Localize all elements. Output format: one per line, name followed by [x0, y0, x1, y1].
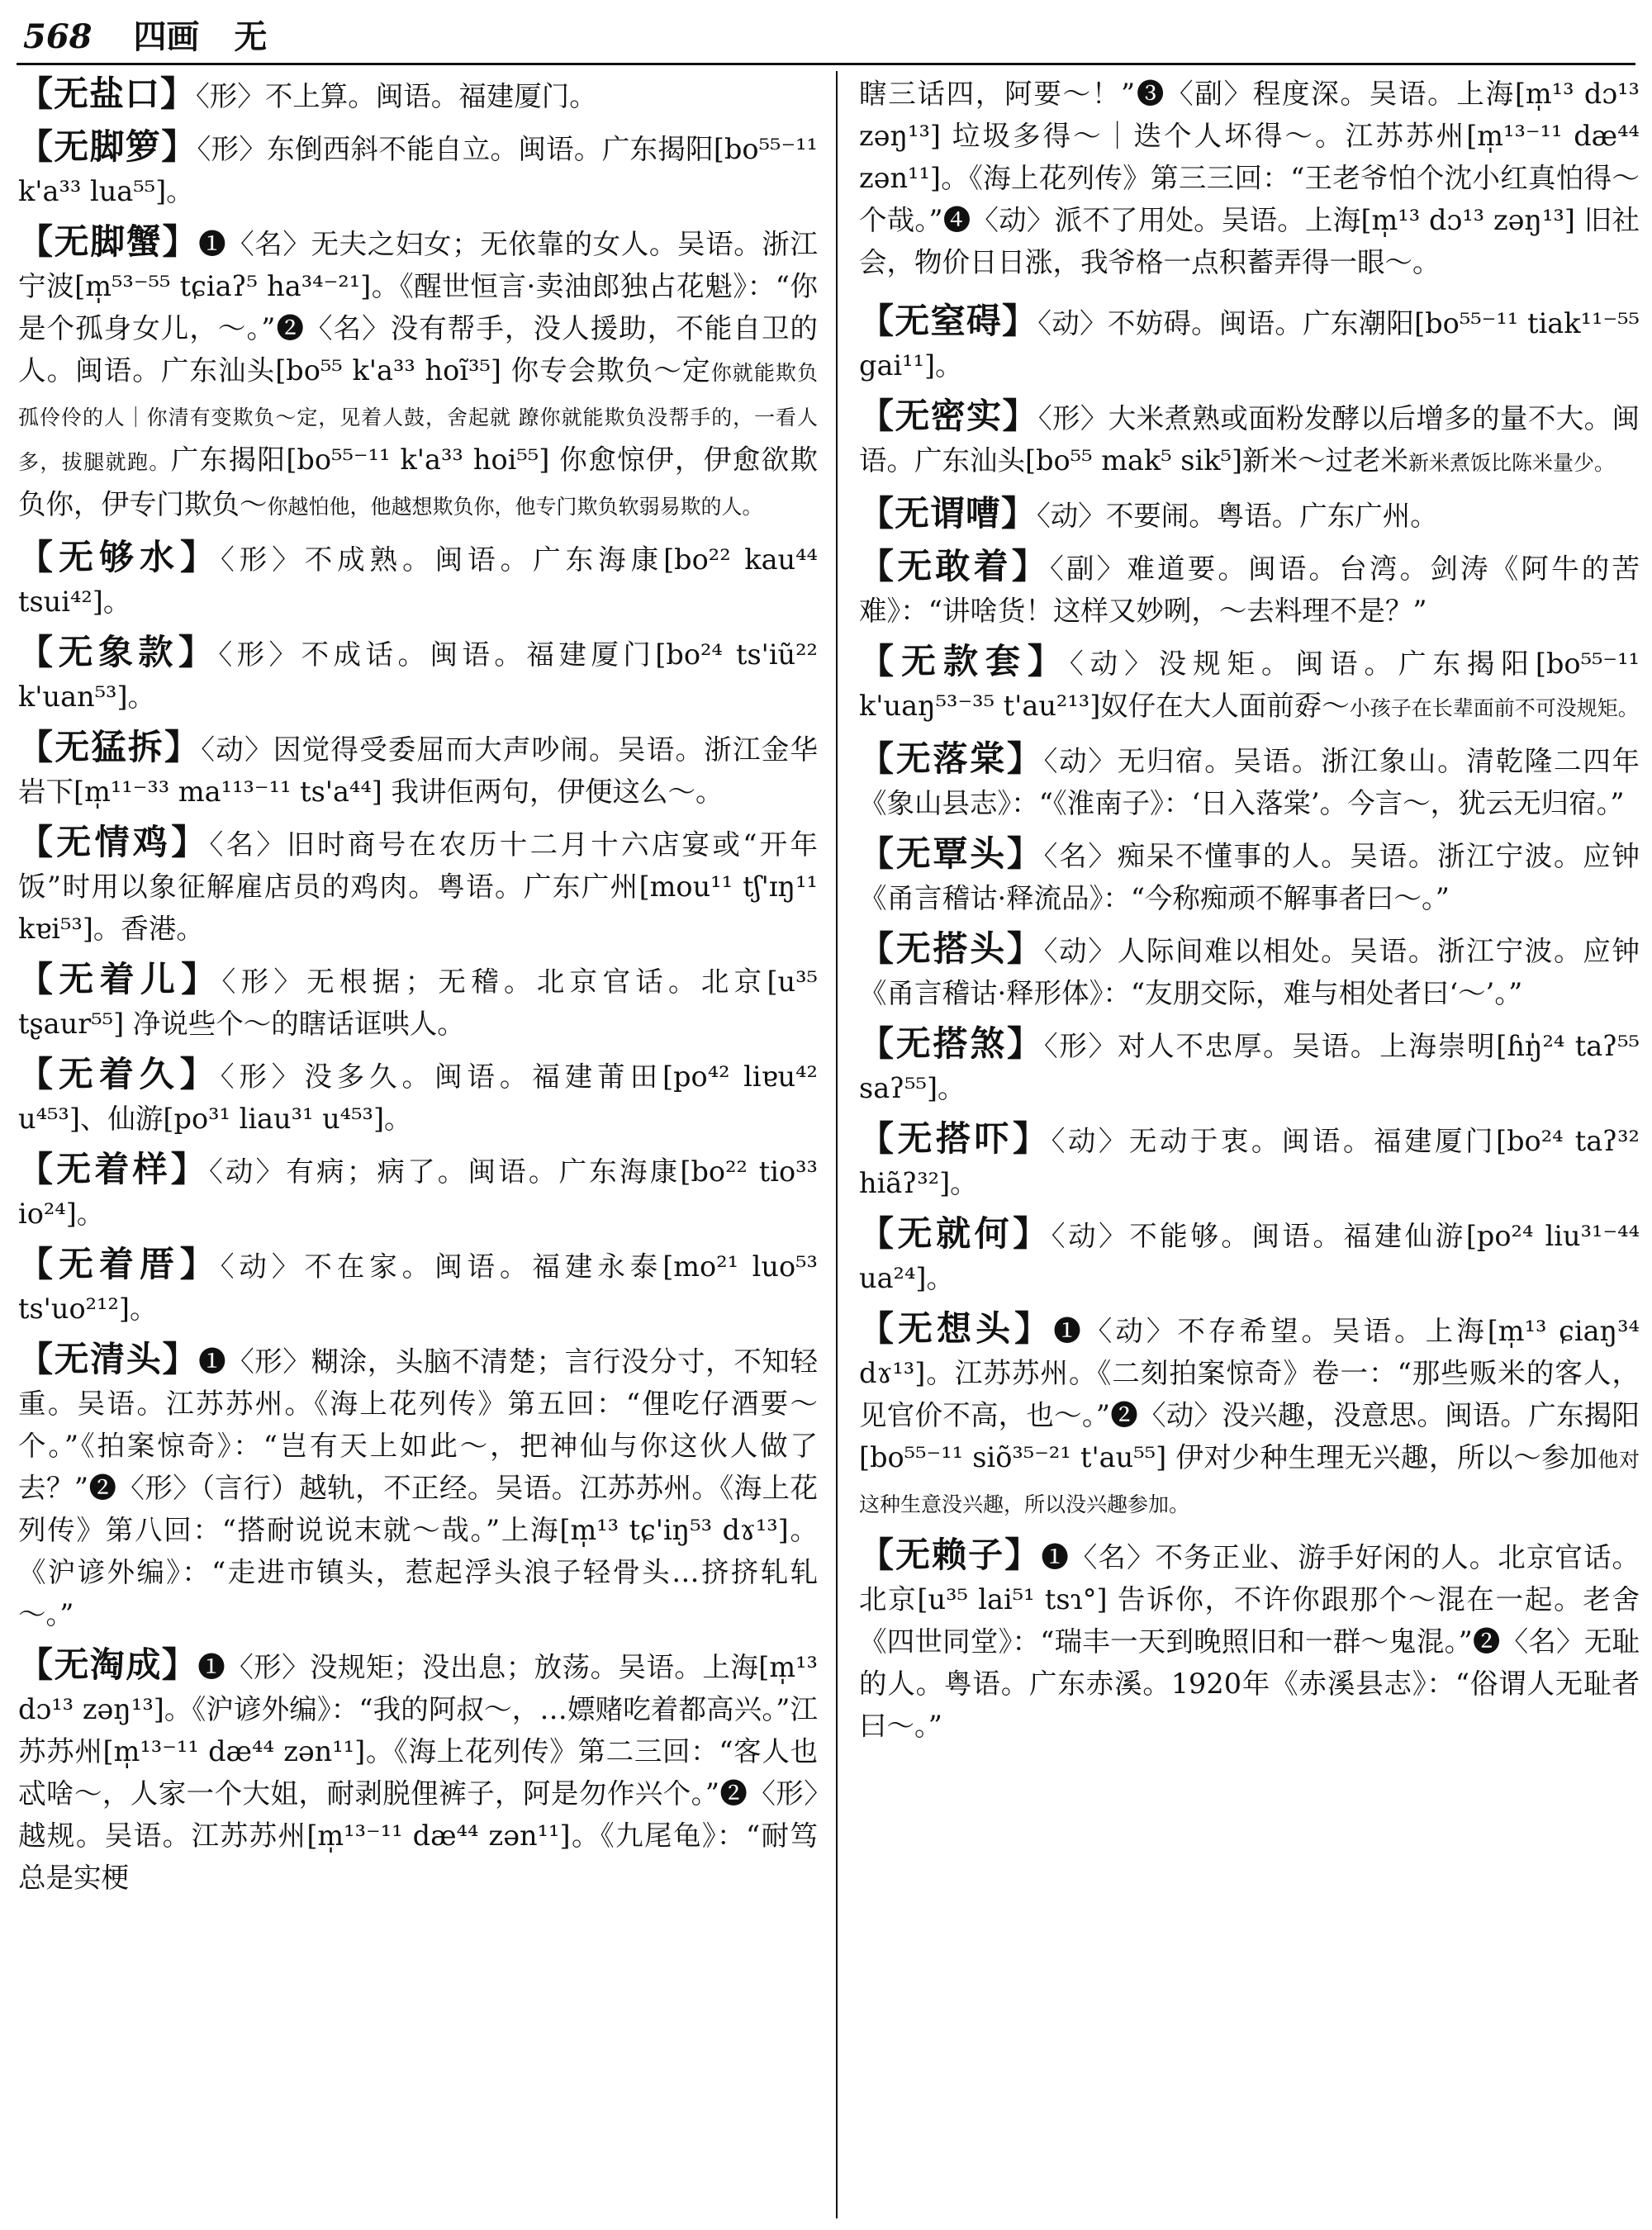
dictionary-entry	[859, 640, 1640, 729]
entry-definition: ❶〈动〉不存希望。吴语。上海[m̩¹³ ɕiaŋ³⁴ dɤ¹³]。江苏苏州。《二刻拍案惊奇》卷一：“那些贩米的客人，见官价不高，也～。”❷〈动〉没兴趣，没意思。闽语。广东揭阳[bo⁵⁵⁻¹¹ siõ³⁵⁻²¹ t'au⁵⁵] 伊对少种生理无兴趣，所以～参加	[859, 1315, 1640, 1473]
entry-definition: 〈形〉不成话。闽语。福建厦门[bo²⁴ ts'iũ²² k'uan⁵³]。	[18, 638, 818, 713]
dictionary-entry	[859, 1534, 1640, 1747]
dictionary-entry	[18, 126, 818, 212]
dictionary-entry	[859, 395, 1640, 484]
dictionary-entry	[859, 738, 1640, 824]
header-character: 无	[234, 17, 268, 56]
entry-definition: 〈动〉不妨碍。闽语。广东潮阳[bo⁵⁵⁻¹¹ tiak¹¹⁻⁵⁵ gai¹¹]。	[859, 307, 1640, 382]
entry-gloss: 新米煮饭比陈米量少。	[1408, 451, 1616, 475]
dictionary-entry	[18, 221, 818, 528]
entry-definition: ❶〈名〉不务正业、游手好闲的人。北京官话。北京[u³⁵ lai⁵¹ tsɿ°] 告诉你，不许你跟那个～混在一起。老舍《四世同堂》：“瑞丰一天到晚照旧和一群～鬼混。”❷〈名〉无耻的人。粤语。广东赤溪。1920年《赤溪县志》：“俗谓人无耻者曰～。”	[859, 1541, 1640, 1742]
entry-gloss: 他对这种生意没兴趣，所以没兴趣参加。	[859, 1448, 1640, 1516]
entry-definition: 〈副〉难道要。闽语。台湾。剑涛《阿牛的苦难》：“讲啥货！这样又妙咧，～去料理不是？”	[859, 553, 1640, 627]
entry-definition: 〈动〉因觉得受委屈而大声吵闹。吴语。浙江金华岩下[m̩¹¹⁻³³ ma¹¹³⁻¹¹ ts'a⁴⁴] 我讲佢两句，伊便这么～。	[18, 733, 818, 808]
entry-definition: 〈形〉东倒西斜不能自立。闽语。广东揭阳[bo⁵⁵⁻¹¹ k'a³³ lua⁵⁵]。	[18, 133, 818, 207]
entry-headword: 【无情鸡】	[18, 822, 210, 862]
entry-definition: 〈名〉痴呆不懂事的人。吴语。浙江宁波。应钟《甬言稽诂·释流品》：“今称痴顽不解事者曰～。”	[859, 840, 1640, 914]
dictionary-entry	[18, 536, 818, 623]
entry-headword: 【无脚箩】	[18, 126, 197, 167]
dictionary-entry	[859, 1307, 1640, 1525]
entry-definition: 〈形〉大米煮熟或面粉发酵以后增多的量不大。闽语。广东汕头[bo⁵⁵ mak⁵ sik⁵]新米～过老米	[859, 402, 1640, 477]
entry-headword: 【无落棠】	[859, 738, 1044, 779]
entry-headword: 【无赖子】	[859, 1535, 1042, 1575]
entry-headword: 【无象款】	[18, 632, 219, 672]
entry-headword: 【无就何】	[859, 1213, 1051, 1254]
entry-gloss: 小孩子在长辈面前不可没规矩。	[1349, 696, 1639, 720]
entry-definition: ❶〈名〉无夫之妇女；无依靠的女人。吴语。浙江宁波[m̩⁵³⁻⁵⁵ tɕiaʔ⁵ ha³⁴⁻²¹]。《醒世恒言·卖油郎独占花魁》：“你是个孤身女儿，～。”❷〈名〉没有帮手，没人援助，不能自卫的人。闽语。广东汕头[bo⁵⁵ k'a³³ hoĩ³⁵] 你专会欺负～定	[18, 228, 818, 387]
entry-headword: 【无谓嘈】	[859, 493, 1037, 534]
right-column	[859, 73, 1640, 2212]
entry-gloss: 你就能欺负孤伶伶的人｜你清有变欺负～定，见着人鼓，舍起就 蹽你就能欺负没帮手的，一看人多，拔腿就跑。	[18, 361, 818, 474]
dictionary-entry	[18, 1148, 818, 1235]
dictionary-entry	[859, 300, 1640, 387]
entry-definition: 〈形〉不成熟。闽语。广东海康[bo²² kau⁴⁴ tsui⁴²]。	[18, 543, 818, 618]
entry-gloss: 你越怕他，他越想欺负你，他专门欺负软弱易欺的人。	[267, 495, 763, 519]
dictionary-entry	[18, 73, 818, 117]
entry-definition: 〈动〉无动于衷。闽语。福建厦门[bo²⁴ taʔ³² hiãʔ³²]。	[859, 1125, 1640, 1199]
dictionary-entry	[859, 545, 1640, 632]
dictionary-entry	[859, 492, 1640, 537]
entry-headword: 【无着样】	[18, 1149, 209, 1189]
entry-headword: 【无着儿】	[18, 959, 222, 999]
entry-definition: 广东揭阳[bo⁵⁵⁻¹¹ k'a³³ hoi⁵⁵] 你愈惊伊，伊愈欲欺负你，伊专门欺负～	[18, 444, 818, 520]
dictionary-entry	[18, 726, 818, 813]
entry-definition: ❶〈形〉糊涂，头脑不清楚；言行没分寸，不知轻重。吴语。江苏苏州。《海上花列传》第五回：“俚吃仔酒要～个。”《拍案惊奇》：“岂有天上如此～，把神仙与你这伙人做了去？”❷〈形〉（言行）越轨，不正经。吴语。江苏苏州。《海上花列传》第八回：“搭耐说说末就～哉。”上海[m̩¹³ tɕ'iŋ⁵³ dɤ¹³]。《沪谚外编》：“走进市镇头，惹起浮头浪子轻骨头…挤挤轧轧～。”	[18, 1345, 818, 1630]
entry-headword: 【无猛拆】	[18, 727, 202, 767]
page-header	[23, 12, 1634, 63]
dictionary-entry	[859, 928, 1640, 1014]
entry-definition: 〈动〉不在家。闽语。福建永泰[mo²¹ luo⁵³ ts'uo²¹²]。	[18, 1250, 818, 1325]
entry-headword: 【无够水】	[18, 537, 221, 577]
section-label: 四画	[133, 17, 200, 56]
header-rule	[17, 63, 1635, 65]
entry-headword: 【无搭吓】	[859, 1118, 1051, 1159]
column-divider	[836, 71, 838, 2218]
entry-headword: 【无淘成】	[18, 1644, 198, 1685]
page-number: 568	[23, 17, 93, 56]
entry-definition: 〈形〉没多久。闽语。福建莆田[po⁴² liɐu⁴² u⁴⁵³]、仙游[po³¹ liau³¹ u⁴⁵³]。	[18, 1060, 818, 1135]
dictionary-entry	[18, 1338, 818, 1635]
entry-definition: 〈形〉无根据；无稽。北京官话。北京[u³⁵ tʂaur⁵⁵] 净说些个～的瞎话诓哄人。	[18, 966, 818, 1040]
dictionary-entry	[859, 73, 1640, 283]
entry-definition: 〈动〉不要闹。粤语。广东广州。	[1037, 500, 1438, 532]
dictionary-entry	[18, 1644, 818, 1899]
dictionary-entry	[859, 1212, 1640, 1299]
entry-definition: ❶〈形〉没规矩；没出息；放荡。吴语。上海[m̩¹³ dɔ¹³ zəŋ¹³]。《沪谚外编》：“我的阿叔～，…嫖赌吃着都高兴。”江苏苏州[m̩¹³⁻¹¹ dæ⁴⁴ zən¹¹]。《海上花列传》第二三回：“客人也忒啥～，人家一个大姐，耐剥脱俚裤子，阿是勿作兴个。”❷〈形〉越规。吴语。江苏苏州[m̩¹³⁻¹¹ dæ⁴⁴ zən¹¹]。《九尾龟》：“耐笃总是实梗	[18, 1651, 818, 1894]
dictionary-entry	[859, 1117, 1640, 1204]
entry-headword: 【无脚蟹】	[18, 221, 199, 262]
entry-headword: 【无款套】	[859, 641, 1070, 681]
entry-headword: 【无覃头】	[859, 833, 1044, 874]
entry-headword: 【无密实】	[859, 396, 1038, 436]
entry-definition: 〈动〉不能够。闽语。福建仙游[po²⁴ liu³¹⁻⁴⁴ ua²⁴]。	[859, 1220, 1640, 1294]
entry-definition: 〈动〉有病；病了。闽语。广东海康[bo²² tio³³ io²⁴]。	[18, 1155, 818, 1230]
dictionary-entry	[18, 958, 818, 1045]
entry-headword: 【无敢着】	[859, 546, 1050, 586]
dictionary-entry	[859, 833, 1640, 919]
entry-headword: 【无搭煞】	[859, 1023, 1044, 1064]
dictionary-entry	[18, 821, 818, 950]
entry-headword: 【无窒碍】	[859, 301, 1038, 341]
dictionary-entry	[859, 1022, 1640, 1109]
entry-definition: 〈动〉无归宿。吴语。浙江象山。清乾隆二四年《象山县志》：“《淮南子》：‘日入落棠’。今言～，犹云无归宿。”	[859, 745, 1640, 819]
entry-headword: 【无清头】	[18, 1339, 199, 1379]
entry-definition: 〈形〉对人不忠厚。吴语。上海崇明[ɦŋ̍²⁴ taʔ⁵⁵ saʔ⁵⁵]。	[859, 1030, 1640, 1104]
entry-headword: 【无搭头】	[859, 928, 1044, 969]
entry-headword: 【无盐口】	[18, 74, 197, 114]
dictionary-entry	[18, 1243, 818, 1330]
entry-headword: 【无想头】	[859, 1308, 1054, 1349]
dictionary-entry	[18, 631, 818, 718]
entry-continuation: 瞎三话四，阿要～！”❸〈副〉程度深。吴语。上海[m̩¹³ dɔ¹³ zəŋ¹³] 垃圾多得～｜迭个人坏得～。江苏苏州[m̩¹³⁻¹¹ dæ⁴⁴ zən¹¹]。《海上花列传》第三三回：“王老爷怕个沈小红真怕得～个哉。”❹〈动〉派不了用处。吴语。上海[m̩¹³ dɔ¹³ zəŋ¹³] 旧社会，物价日日涨，我爷格一点积蓄弄得一眼～。	[859, 78, 1640, 278]
entry-headword: 【无着久】	[18, 1054, 221, 1094]
entry-definition: 〈名〉旧时商号在农历十二月十六店宴或“开年饭”时用以象征解雇店员的鸡肉。粤语。广东广州[mou¹¹ tʃ'ɪŋ¹¹ kɐi⁵³]。香港。	[18, 828, 818, 945]
entry-definition: 〈形〉不上算。闽语。福建厦门。	[196, 80, 597, 112]
entry-definition: 〈动〉没规矩。闽语。广东揭阳[bo⁵⁵⁻¹¹ k'uaŋ⁵³⁻³⁵ t'au²¹³]奴仔在大人面前孬～	[859, 648, 1640, 722]
entry-definition: 〈动〉人际间难以相处。吴语。浙江宁波。应钟《甬言稽诂·释形体》：“友朋交际，难与相处者曰‘～’。”	[859, 935, 1640, 1009]
dictionary-entry	[18, 1053, 818, 1140]
entry-headword: 【无着厝】	[18, 1244, 221, 1284]
left-column	[18, 73, 818, 2212]
